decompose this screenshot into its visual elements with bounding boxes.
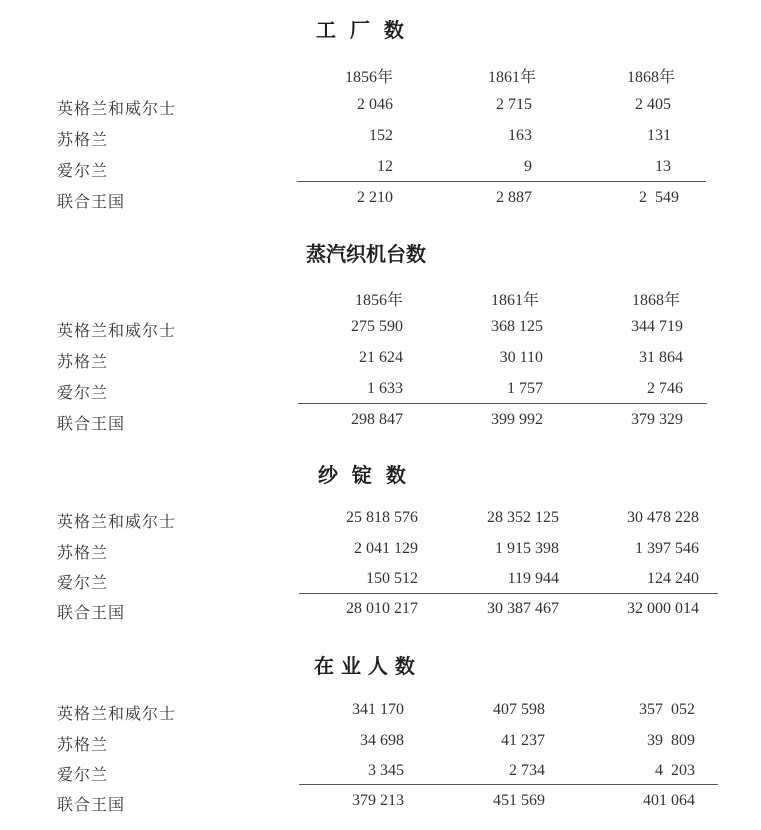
cell-1861: 2 887 <box>496 189 532 206</box>
cell-1861: 30 110 <box>499 349 543 366</box>
cell-1868: 2 746 <box>647 380 683 397</box>
table-row <box>0 127 761 157</box>
row-label: 英格兰和威尔士 <box>57 512 177 531</box>
total-divider <box>299 593 718 594</box>
cell-1856: 3 345 <box>368 762 404 779</box>
cell-1856: 21 624 <box>359 349 403 366</box>
cell-1868: 1 397 546 <box>635 540 699 557</box>
row-label: 爱尔兰 <box>57 573 109 592</box>
total-row <box>0 411 761 441</box>
cell-1861: 9 <box>524 158 532 175</box>
row-label: 苏格兰 <box>57 352 109 371</box>
year-header: 1856年 <box>344 69 393 86</box>
table-row <box>0 96 761 126</box>
cell-1861: 1 757 <box>507 380 543 397</box>
cell-1856: 298 847 <box>351 411 403 428</box>
year-header: 1868年 <box>626 69 675 86</box>
cell-1861: 2 715 <box>496 96 532 113</box>
cell-1868: 357 052 <box>639 701 695 718</box>
cell-1868: 31 864 <box>639 349 683 366</box>
cell-1856: 379 213 <box>352 792 404 809</box>
year-header-row <box>0 64 761 94</box>
table-row <box>0 349 761 379</box>
cell-1856: 2 046 <box>357 96 393 113</box>
total-divider <box>298 403 707 404</box>
cell-1868: 2 405 <box>635 96 671 113</box>
cell-1861: 30 387 467 <box>487 600 559 617</box>
cell-1868: 4 203 <box>655 762 695 779</box>
row-label: 联合王国 <box>57 795 126 814</box>
cell-1868: 39 809 <box>647 732 695 749</box>
row-label: 爱尔兰 <box>57 383 109 402</box>
cell-1861: 2 734 <box>509 762 545 779</box>
row-label: 爱尔兰 <box>57 765 109 784</box>
cell-1861: 1 915 398 <box>495 540 559 557</box>
year-header-row <box>0 287 761 317</box>
row-label: 苏格兰 <box>57 735 109 754</box>
table-row <box>0 318 761 348</box>
row-label: 苏格兰 <box>57 543 109 562</box>
cell-1856: 1 633 <box>367 380 403 397</box>
row-label: 英格兰和威尔士 <box>57 704 177 723</box>
total-divider <box>297 181 706 182</box>
cell-1856: 275 590 <box>351 318 403 335</box>
section-title: 在 业 人 数 <box>314 654 415 678</box>
row-label: 苏格兰 <box>57 130 109 149</box>
table-row <box>0 732 761 762</box>
cell-1868: 401 064 <box>643 792 695 809</box>
cell-1856: 152 <box>369 127 393 144</box>
cell-1868: 124 240 <box>647 570 699 587</box>
total-divider <box>299 784 718 785</box>
table-row <box>0 762 761 792</box>
total-row <box>0 600 761 630</box>
row-label: 联合王国 <box>57 603 126 622</box>
cell-1868: 32 000 014 <box>627 600 699 617</box>
cell-1856: 150 512 <box>366 570 418 587</box>
cell-1861: 368 125 <box>491 318 543 335</box>
cell-1861: 399 992 <box>491 411 543 428</box>
row-label: 联合王国 <box>57 192 126 211</box>
cell-1868: 379 329 <box>631 411 683 428</box>
cell-1856: 12 <box>377 158 393 175</box>
cell-1861: 407 598 <box>493 701 545 718</box>
row-label: 英格兰和威尔士 <box>57 321 177 340</box>
row-label: 英格兰和威尔士 <box>57 99 177 118</box>
cell-1861: 41 237 <box>501 732 545 749</box>
cell-1861: 163 <box>508 127 532 144</box>
cell-1868: 344 719 <box>631 318 683 335</box>
cell-1856: 34 698 <box>360 732 404 749</box>
cell-1856: 2 041 129 <box>354 540 418 557</box>
cell-1868: 131 <box>647 127 671 144</box>
cell-1856: 341 170 <box>352 701 404 718</box>
total-row <box>0 189 761 219</box>
table-row <box>0 509 761 539</box>
cell-1868: 13 <box>655 158 671 175</box>
row-label: 爱尔兰 <box>57 161 109 180</box>
section-title: 蒸汽织机台数 <box>306 242 426 266</box>
section-title: 工 厂 数 <box>316 18 404 42</box>
table-row <box>0 570 761 600</box>
cell-1861: 28 352 125 <box>487 509 559 526</box>
table-row <box>0 380 761 410</box>
year-header: 1861年 <box>487 69 536 86</box>
section-title: 纱 锭 数 <box>318 463 406 487</box>
year-header: 1861年 <box>490 292 539 309</box>
table-row <box>0 158 761 188</box>
cell-1861: 451 569 <box>493 792 545 809</box>
cell-1861: 119 944 <box>507 570 559 587</box>
table-row <box>0 701 761 731</box>
cell-1856: 25 818 576 <box>346 509 418 526</box>
cell-1856: 28 010 217 <box>346 600 418 617</box>
row-label: 联合王国 <box>57 414 126 433</box>
total-row <box>0 792 761 822</box>
cell-1856: 2 210 <box>357 189 393 206</box>
cell-1868: 30 478 228 <box>627 509 699 526</box>
cell-1868: 2 549 <box>639 189 679 206</box>
year-header: 1868年 <box>631 292 680 309</box>
year-header: 1856年 <box>354 292 403 309</box>
table-row <box>0 540 761 570</box>
